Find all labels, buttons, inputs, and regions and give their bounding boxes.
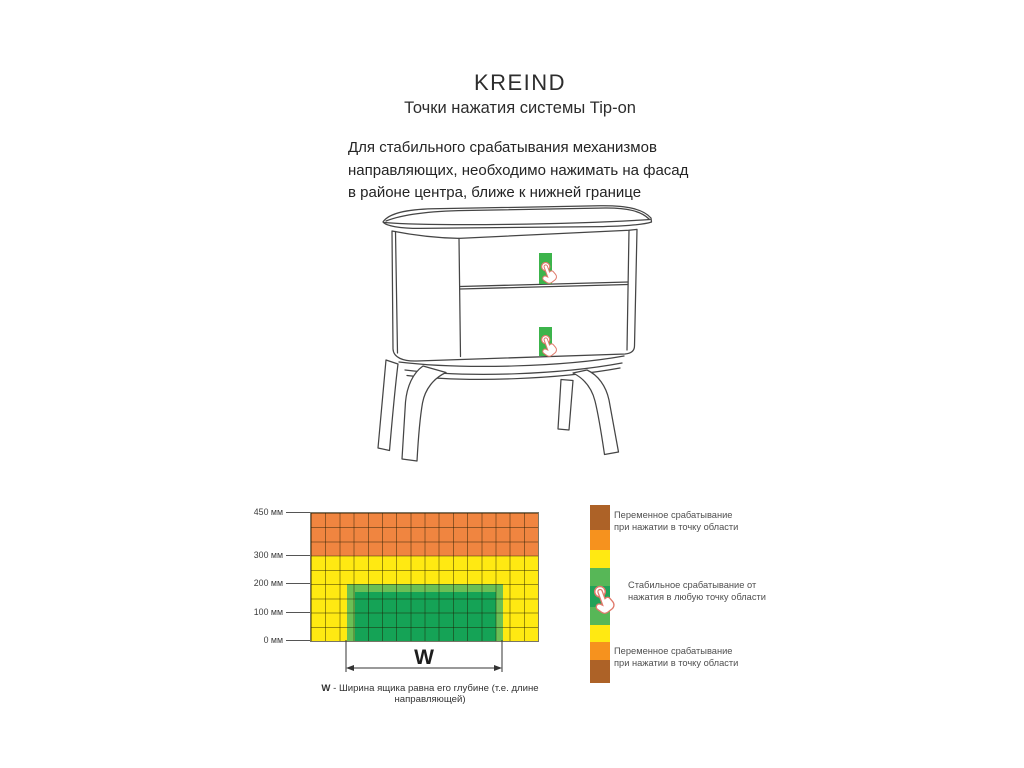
legend-line: Стабильное срабатывание от xyxy=(628,580,757,590)
legend-line: нажатия в любую точку области xyxy=(628,591,766,602)
legend-seg-yellow-top xyxy=(590,550,610,568)
axis-label-0: 0 мм xyxy=(263,635,283,645)
intro-line: Для стабильного срабатывания механизмов xyxy=(348,139,657,156)
legend-seg-orange-top xyxy=(590,530,610,550)
legend-tap-hand xyxy=(586,584,626,622)
grid-caption xyxy=(290,683,570,705)
intro-line: направляющих, необходимо нажимать на фасад xyxy=(348,161,689,179)
axis-label-300: 300 мм xyxy=(253,549,283,560)
axis-tick xyxy=(286,640,310,641)
axis-tick xyxy=(286,583,310,584)
axis-label-100: 100 мм xyxy=(253,606,283,617)
leg-back-right xyxy=(558,380,573,431)
legend-line: Переменное срабатывание xyxy=(614,510,733,520)
axis-tick xyxy=(286,512,310,513)
tap-hand-icon xyxy=(590,584,616,616)
legend-seg-brown-top xyxy=(590,505,610,530)
leg-front-left xyxy=(402,366,446,461)
axis-label-200: 200 мм xyxy=(253,578,283,589)
intro-paragraph xyxy=(348,137,688,205)
page-title: KREIND xyxy=(473,70,567,95)
nightstand-drawing xyxy=(375,200,660,470)
legend-line: при нажатии в точку области xyxy=(614,657,739,668)
legend-item-stable xyxy=(628,580,766,604)
intro-line: в районе центра, ближе к нижней границе xyxy=(348,184,642,201)
width-dimension xyxy=(340,638,510,678)
axis-tick xyxy=(286,612,310,613)
page-subtitle: Точки нажатия системы Tip-on xyxy=(404,99,636,117)
legend-item-variable-bottom xyxy=(614,646,738,670)
arrowhead-right xyxy=(494,665,502,671)
cabinet-body xyxy=(392,229,637,361)
arrowhead-left xyxy=(346,665,354,671)
legend-item-variable-top xyxy=(614,510,738,534)
legend-line: при нажатии в точку области xyxy=(614,521,739,532)
axis-tick xyxy=(286,555,310,556)
legend-seg-brown-bottom xyxy=(590,660,610,683)
legend-line: Переменное срабатывание xyxy=(614,646,733,656)
legend-seg-yellow-bottom xyxy=(590,625,610,642)
press-zone-grid xyxy=(310,512,539,642)
legend-seg-orange-bottom xyxy=(590,642,610,660)
grid-lines xyxy=(311,513,538,641)
caption-term: W xyxy=(321,683,331,694)
axis-label-450: 450 мм xyxy=(253,507,283,517)
caption-text: - Ширина ящика равна его глубине (т.е. длине направляющей) xyxy=(330,683,539,705)
leg-back-left xyxy=(378,360,398,451)
width-label: W xyxy=(414,646,434,669)
leg-front-right xyxy=(573,370,619,455)
